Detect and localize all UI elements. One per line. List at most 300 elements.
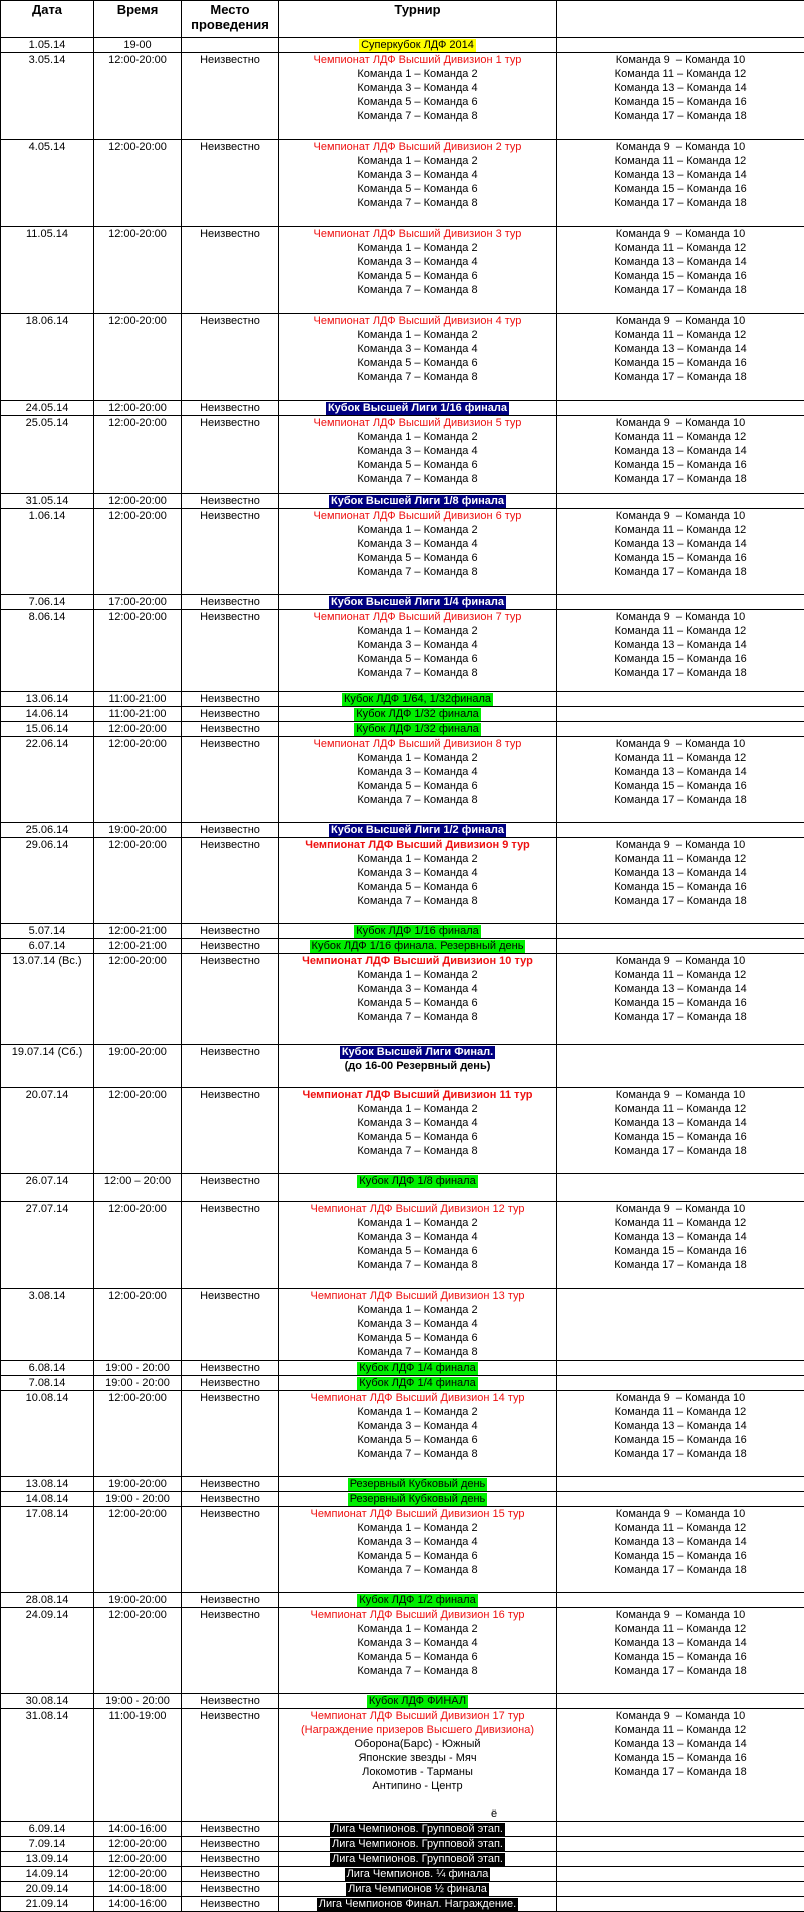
- date-cell: 22.06.14: [1, 737, 94, 823]
- date-cell: 17.08.14: [1, 1507, 94, 1593]
- match-line: Команда 13 – Команда 14: [559, 638, 802, 652]
- tournament-line-text: Чемпионат ЛДФ Высший Дивизион 10 тур: [281, 954, 554, 968]
- matches-cell: [557, 1088, 804, 1174]
- tournament-line: [281, 444, 554, 458]
- tournament-cell: [279, 1376, 557, 1391]
- tournament-line-text: Команда 5 – Команда 6: [281, 1331, 554, 1345]
- matches-cell: [557, 707, 804, 722]
- tournament-line: [281, 1174, 554, 1188]
- tournament-line-text: Чемпионат ЛДФ Высший Дивизион 8 тур: [281, 737, 554, 751]
- match-line: Команда 11 – Команда 12: [559, 328, 802, 342]
- tournament-cell: [279, 1694, 557, 1709]
- matches-cell: [557, 1492, 804, 1507]
- tournament-line-text: Команда 1 – Команда 2: [281, 852, 554, 866]
- matches-cell: [557, 1045, 804, 1088]
- place-cell: Неизвестно: [182, 416, 279, 494]
- date-cell: 3.08.14: [1, 1289, 94, 1361]
- tournament-line: [281, 565, 554, 579]
- tournament-line: [281, 255, 554, 269]
- match-line: Команда 9 – Команда 10: [559, 1507, 802, 1521]
- match-line: Команда 17 – Команда 18: [559, 1447, 802, 1461]
- tournament-line: [281, 551, 554, 565]
- date-cell: 20.07.14: [1, 1088, 94, 1174]
- place-cell: Неизвестно: [182, 823, 279, 838]
- match-line: Команда 11 – Команда 12: [559, 1102, 802, 1116]
- tournament-line-text: Кубок Высшей Лиги 1/2 финала: [329, 824, 506, 837]
- table-row: [1, 416, 804, 494]
- date-cell: 4.05.14: [1, 140, 94, 227]
- place-cell: Неизвестно: [182, 1694, 279, 1709]
- time-cell: 12:00-20:00: [94, 314, 182, 401]
- tournament-line-text: Чемпионат ЛДФ Высший Дивизион 15 тур: [281, 1507, 554, 1521]
- match-line: Команда 9 – Команда 10: [559, 737, 802, 751]
- tournament-line: [281, 1636, 554, 1650]
- matches-cell: [557, 1837, 804, 1852]
- tournament-line: [281, 494, 554, 508]
- header-place: Место проведения: [182, 1, 279, 38]
- tournament-cell: [279, 53, 557, 140]
- tournament-line: [281, 1088, 554, 1102]
- tournament-cell: [279, 1837, 557, 1852]
- tournament-line-text: Локомотив - Тарманы: [281, 1765, 554, 1779]
- matches-cell: [557, 595, 804, 610]
- matches-cell: [557, 1376, 804, 1391]
- tournament-line-text: (до 16-00 Резервный день): [281, 1059, 554, 1073]
- place-cell: Неизвестно: [182, 1376, 279, 1391]
- time-cell: 12:00-20:00: [94, 416, 182, 494]
- match-line: Команда 9 – Команда 10: [559, 1709, 802, 1723]
- tournament-line-text: Чемпионат ЛДФ Высший Дивизион 9 тур: [281, 838, 554, 852]
- match-line: Команда 11 – Команда 12: [559, 1521, 802, 1535]
- time-cell: 12:00-20:00: [94, 722, 182, 737]
- time-cell: 11:00-19:00: [94, 1709, 182, 1822]
- date-cell: 18.06.14: [1, 314, 94, 401]
- match-line: Команда 17 – Команда 18: [559, 793, 802, 807]
- match-line: Команда 15 – Команда 16: [559, 1751, 802, 1765]
- tournament-line-text: Кубок Высшей Лиги Финал.: [340, 1046, 495, 1059]
- date-cell: 8.06.14: [1, 610, 94, 692]
- tournament-line: [281, 95, 554, 109]
- match-line: Команда 15 – Команда 16: [559, 1130, 802, 1144]
- tournament-line: [281, 1317, 554, 1331]
- date-cell: 13.08.14: [1, 1477, 94, 1492]
- tournament-line: [281, 1331, 554, 1345]
- place-cell: Неизвестно: [182, 1202, 279, 1289]
- place-cell: Неизвестно: [182, 494, 279, 509]
- place-cell: Неизвестно: [182, 53, 279, 140]
- tournament-line-text: Команда 3 – Команда 4: [281, 866, 554, 880]
- table-row: [1, 924, 804, 939]
- table-row: [1, 1837, 804, 1852]
- tournament-line-text: Команда 3 – Команда 4: [281, 255, 554, 269]
- table-row: [1, 1289, 804, 1361]
- time-cell: 12:00-20:00: [94, 610, 182, 692]
- place-cell: Неизвестно: [182, 140, 279, 227]
- time-cell: 12:00-20:00: [94, 53, 182, 140]
- tournament-line-text: Команда 3 – Команда 4: [281, 342, 554, 356]
- matches-cell: [557, 1852, 804, 1867]
- match-line: Команда 13 – Команда 14: [559, 982, 802, 996]
- tournament-line-text: Команда 3 – Команда 4: [281, 638, 554, 652]
- header-row: [1, 1, 804, 38]
- matches-cell: [557, 314, 804, 401]
- tournament-line-text: ё: [491, 1807, 554, 1821]
- tournament-line-text: Команда 5 – Команда 6: [281, 182, 554, 196]
- date-cell: 29.06.14: [1, 838, 94, 924]
- match-line: Команда 13 – Команда 14: [559, 81, 802, 95]
- date-cell: 27.07.14: [1, 1202, 94, 1289]
- match-line: Команда 11 – Команда 12: [559, 523, 802, 537]
- tournament-line: [281, 196, 554, 210]
- tournament-cell: [279, 1882, 557, 1897]
- tournament-cell: [279, 1391, 557, 1477]
- tournament-line: [281, 1709, 554, 1723]
- tournament-line: [281, 707, 554, 721]
- tournament-line: [281, 81, 554, 95]
- tournament-cell: [279, 939, 557, 954]
- match-line: Команда 11 – Команда 12: [559, 852, 802, 866]
- place-cell: Неизвестно: [182, 1709, 279, 1822]
- table-row: [1, 1867, 804, 1882]
- tournament-line-text: Команда 3 – Команда 4: [281, 1535, 554, 1549]
- matches-cell: [557, 1867, 804, 1882]
- tournament-cell: [279, 1289, 557, 1361]
- match-line: Команда 13 – Команда 14: [559, 444, 802, 458]
- table-row: [1, 1507, 804, 1593]
- time-cell: 12:00-20:00: [94, 401, 182, 416]
- table-row: [1, 227, 804, 314]
- place-cell: Неизвестно: [182, 1088, 279, 1174]
- tournament-line: [281, 1059, 554, 1073]
- place-cell: Неизвестно: [182, 1897, 279, 1912]
- date-cell: 11.05.14: [1, 227, 94, 314]
- match-line: Команда 11 – Команда 12: [559, 1622, 802, 1636]
- tournament-line: [281, 982, 554, 996]
- tournament-cell: [279, 509, 557, 595]
- table-row: [1, 1608, 804, 1694]
- time-cell: 14:00-16:00: [94, 1822, 182, 1837]
- match-line: Команда 17 – Команда 18: [559, 1563, 802, 1577]
- time-cell: 12:00-20:00: [94, 1608, 182, 1694]
- tournament-line-text: Чемпионат ЛДФ Высший Дивизион 16 тур: [281, 1608, 554, 1622]
- tournament-line: [281, 1244, 554, 1258]
- matches-cell: [557, 509, 804, 595]
- tournament-line-text: Команда 7 – Команда 8: [281, 894, 554, 908]
- table-row: [1, 1361, 804, 1376]
- match-line: Команда 9 – Команда 10: [559, 1202, 802, 1216]
- tournament-cell: [279, 1852, 557, 1867]
- time-cell: 19-00: [94, 38, 182, 53]
- tournament-line-text: Чемпионат ЛДФ Высший Дивизион 12 тур: [281, 1202, 554, 1216]
- place-cell: Неизвестно: [182, 1045, 279, 1088]
- tournament-cell: [279, 401, 557, 416]
- tournament-line-text: Чемпионат ЛДФ Высший Дивизион 17 тур: [281, 1709, 554, 1723]
- match-line: Команда 13 – Команда 14: [559, 342, 802, 356]
- date-cell: 5.07.14: [1, 924, 94, 939]
- tournament-line-text: Чемпионат ЛДФ Высший Дивизион 11 тур: [281, 1088, 554, 1102]
- matches-cell: [557, 1822, 804, 1837]
- match-line: Команда 17 – Команда 18: [559, 1258, 802, 1272]
- tournament-cell: [279, 954, 557, 1045]
- tournament-line: [281, 1010, 554, 1024]
- tournament-line-text: Команда 7 – Команда 8: [281, 283, 554, 297]
- tournament-cell: [279, 1174, 557, 1202]
- header-tournament: Турнир: [279, 1, 557, 38]
- tournament-line: [281, 182, 554, 196]
- tournament-line-text: Лига Чемпионов ½ финала: [346, 1883, 489, 1896]
- matches-cell: [557, 1289, 804, 1361]
- match-line: Команда 9 – Команда 10: [559, 53, 802, 67]
- tournament-cell: [279, 692, 557, 707]
- tournament-line: [281, 1765, 554, 1779]
- table-row: [1, 707, 804, 722]
- tournament-line: [281, 610, 554, 624]
- table-row: [1, 494, 804, 509]
- tournament-line: [281, 472, 554, 486]
- table-row: [1, 595, 804, 610]
- tournament-line: [281, 823, 554, 837]
- match-line: Команда 17 – Команда 18: [559, 1144, 802, 1158]
- tournament-line-text: Кубок Высшей Лиги 1/16 финала: [326, 402, 509, 415]
- tournament-line: [281, 1230, 554, 1244]
- tournament-line: [281, 154, 554, 168]
- tournament-line-text: Команда 7 – Команда 8: [281, 1563, 554, 1577]
- time-cell: 19:00-20:00: [94, 823, 182, 838]
- tournament-line: [281, 894, 554, 908]
- tournament-cell: [279, 1608, 557, 1694]
- date-cell: 31.05.14: [1, 494, 94, 509]
- time-cell: 12:00-21:00: [94, 924, 182, 939]
- time-cell: 12:00-21:00: [94, 939, 182, 954]
- tournament-line-text: Команда 3 – Команда 4: [281, 1116, 554, 1130]
- match-line: Команда 17 – Команда 18: [559, 666, 802, 680]
- tournament-line: [281, 1405, 554, 1419]
- time-cell: 12:00-20:00: [94, 737, 182, 823]
- tournament-line: [281, 53, 554, 67]
- matches-cell: [557, 722, 804, 737]
- tournament-line: [281, 1723, 554, 1737]
- tournament-line: [281, 241, 554, 255]
- matches-cell: [557, 53, 804, 140]
- tournament-line: [281, 1361, 554, 1375]
- tournament-line-text: Команда 7 – Команда 8: [281, 1010, 554, 1024]
- match-line: Команда 11 – Команда 12: [559, 1216, 802, 1230]
- time-cell: 12:00-20:00: [94, 1852, 182, 1867]
- place-cell: Неизвестно: [182, 1477, 279, 1492]
- tournament-line: [281, 1477, 554, 1491]
- tournament-cell: [279, 1822, 557, 1837]
- place-cell: Неизвестно: [182, 954, 279, 1045]
- tournament-line-text: Команда 1 – Команда 2: [281, 523, 554, 537]
- tournament-line: [281, 692, 554, 706]
- tournament-line: [281, 509, 554, 523]
- place-cell: Неизвестно: [182, 401, 279, 416]
- tournament-line-text: Лига Чемпионов. ¼ финала: [345, 1868, 491, 1881]
- matches-cell: [557, 38, 804, 53]
- tournament-line-text: Антипино - Центр: [281, 1779, 554, 1793]
- tournament-line: [281, 1608, 554, 1622]
- match-line: Команда 15 – Команда 16: [559, 1549, 802, 1563]
- tournament-line-text: Лига Чемпионов Финал. Награждение.: [317, 1898, 518, 1911]
- time-cell: 19:00-20:00: [94, 1593, 182, 1608]
- table-row: [1, 1593, 804, 1608]
- tournament-cell: [279, 610, 557, 692]
- date-cell: 13.09.14: [1, 1852, 94, 1867]
- place-cell: Неизвестно: [182, 1361, 279, 1376]
- date-cell: 24.05.14: [1, 401, 94, 416]
- table-row: [1, 1045, 804, 1088]
- tournament-line: [281, 1822, 554, 1836]
- date-cell: 20.09.14: [1, 1882, 94, 1897]
- place-cell: Неизвестно: [182, 737, 279, 823]
- tournament-line: [281, 666, 554, 680]
- tournament-line: [281, 880, 554, 894]
- place-cell: Неизвестно: [182, 722, 279, 737]
- tournament-line: [281, 1593, 554, 1607]
- match-line: Команда 17 – Команда 18: [559, 283, 802, 297]
- match-line: Команда 11 – Команда 12: [559, 430, 802, 444]
- place-cell: [182, 38, 279, 53]
- match-line: Команда 13 – Команда 14: [559, 1535, 802, 1549]
- tournament-line-text: Лига Чемпионов. Групповой этап.: [330, 1838, 505, 1851]
- tournament-line-text: Команда 5 – Команда 6: [281, 652, 554, 666]
- tournament-line: [281, 1793, 554, 1807]
- tournament-line: [281, 1391, 554, 1405]
- date-cell: 6.07.14: [1, 939, 94, 954]
- time-cell: 12:00-20:00: [94, 227, 182, 314]
- time-cell: 14:00-16:00: [94, 1897, 182, 1912]
- matches-cell: [557, 227, 804, 314]
- tournament-line-text: Кубок ЛДФ 1/32 финала: [354, 723, 481, 736]
- matches-cell: [557, 838, 804, 924]
- table-row: [1, 1852, 804, 1867]
- tournament-line: [281, 1447, 554, 1461]
- place-cell: Неизвестно: [182, 924, 279, 939]
- time-cell: 11:00-21:00: [94, 692, 182, 707]
- tournament-line-text: Команда 1 – Команда 2: [281, 1622, 554, 1636]
- tournament-line-text: Команда 1 – Команда 2: [281, 430, 554, 444]
- tournament-line-text: Команда 7 – Команда 8: [281, 1345, 554, 1359]
- tournament-cell: [279, 494, 557, 509]
- tournament-line-text: Команда 7 – Команда 8: [281, 109, 554, 123]
- tournament-line-text: Команда 7 – Команда 8: [281, 1664, 554, 1678]
- tournament-line: [281, 1303, 554, 1317]
- matches-cell: [557, 1391, 804, 1477]
- date-cell: 21.09.14: [1, 1897, 94, 1912]
- tournament-line-text: Кубок ЛДФ 1/16 финала. Резервный день: [310, 940, 526, 953]
- tournament-line-text: Команда 3 – Команда 4: [281, 81, 554, 95]
- date-cell: 6.08.14: [1, 1361, 94, 1376]
- tournament-line-text: Команда 3 – Команда 4: [281, 1317, 554, 1331]
- matches-cell: [557, 140, 804, 227]
- tournament-line-text: Кубок Высшей Лиги 1/8 финала: [329, 495, 506, 508]
- tournament-line: [281, 793, 554, 807]
- tournament-line-text: Японские звезды - Мяч: [281, 1751, 554, 1765]
- date-cell: 13.06.14: [1, 692, 94, 707]
- tournament-line: [281, 1563, 554, 1577]
- tournament-line-text: Команда 5 – Команда 6: [281, 880, 554, 894]
- table-row: [1, 401, 804, 416]
- table-row: [1, 610, 804, 692]
- date-cell: 7.09.14: [1, 1837, 94, 1852]
- time-cell: 17:00-20:00: [94, 595, 182, 610]
- tournament-cell: [279, 1507, 557, 1593]
- tournament-line-text: Команда 1 – Команда 2: [281, 1216, 554, 1230]
- match-line: Команда 11 – Команда 12: [559, 1405, 802, 1419]
- table-row: [1, 1391, 804, 1477]
- matches-cell: [557, 416, 804, 494]
- tournament-line: [281, 765, 554, 779]
- tournament-line: [281, 1130, 554, 1144]
- match-line: Команда 9 – Команда 10: [559, 954, 802, 968]
- table-row: [1, 1088, 804, 1174]
- table-row: [1, 1897, 804, 1912]
- date-cell: 7.06.14: [1, 595, 94, 610]
- tournament-line-text: Команда 1 – Команда 2: [281, 1102, 554, 1116]
- tournament-line-text: Команда 1 – Команда 2: [281, 1405, 554, 1419]
- match-line: Команда 9 – Команда 10: [559, 227, 802, 241]
- tournament-line: [281, 227, 554, 241]
- time-cell: 12:00-20:00: [94, 140, 182, 227]
- time-cell: 19:00 - 20:00: [94, 1376, 182, 1391]
- match-line: Команда 17 – Команда 18: [559, 565, 802, 579]
- match-line: Команда 15 – Команда 16: [559, 652, 802, 666]
- tournament-cell: [279, 1202, 557, 1289]
- tournament-line-text: Команда 7 – Команда 8: [281, 1258, 554, 1272]
- tournament-cell: [279, 722, 557, 737]
- time-cell: 12:00-20:00: [94, 1837, 182, 1852]
- matches-cell: [557, 1477, 804, 1492]
- match-line: Команда 11 – Команда 12: [559, 1723, 802, 1737]
- tournament-line: [281, 1507, 554, 1521]
- time-cell: 19:00-20:00: [94, 1477, 182, 1492]
- matches-cell: [557, 737, 804, 823]
- time-cell: 19:00 - 20:00: [94, 1361, 182, 1376]
- tournament-line-text: Команда 3 – Команда 4: [281, 444, 554, 458]
- matches-cell: [557, 1507, 804, 1593]
- place-cell: Неизвестно: [182, 1391, 279, 1477]
- table-row: [1, 722, 804, 737]
- match-line: Команда 15 – Команда 16: [559, 1433, 802, 1447]
- tournament-line: [281, 838, 554, 852]
- place-cell: Неизвестно: [182, 707, 279, 722]
- tournament-line: [281, 168, 554, 182]
- place-cell: Неизвестно: [182, 595, 279, 610]
- tournament-line: [281, 1837, 554, 1851]
- tournament-line: [281, 1521, 554, 1535]
- match-line: Команда 13 – Команда 14: [559, 765, 802, 779]
- matches-cell: [557, 1709, 804, 1822]
- place-cell: Неизвестно: [182, 1822, 279, 1837]
- tournament-line-text: Команда 1 – Команда 2: [281, 241, 554, 255]
- tournament-line-text: Команда 5 – Команда 6: [281, 779, 554, 793]
- match-line: Команда 13 – Команда 14: [559, 866, 802, 880]
- time-cell: 12:00-20:00: [94, 838, 182, 924]
- tournament-line: [281, 722, 554, 736]
- table-row: [1, 1882, 804, 1897]
- date-cell: 25.05.14: [1, 416, 94, 494]
- time-cell: 19:00 - 20:00: [94, 1492, 182, 1507]
- tournament-line-text: [281, 1793, 554, 1807]
- tournament-line: [281, 1345, 554, 1359]
- match-line: Команда 11 – Команда 12: [559, 241, 802, 255]
- table-row: [1, 1822, 804, 1837]
- tournament-line: [281, 401, 554, 415]
- table-row: [1, 1376, 804, 1391]
- tournament-line-text: Команда 7 – Команда 8: [281, 565, 554, 579]
- time-cell: 12:00-20:00: [94, 1867, 182, 1882]
- match-line: Команда 11 – Команда 12: [559, 751, 802, 765]
